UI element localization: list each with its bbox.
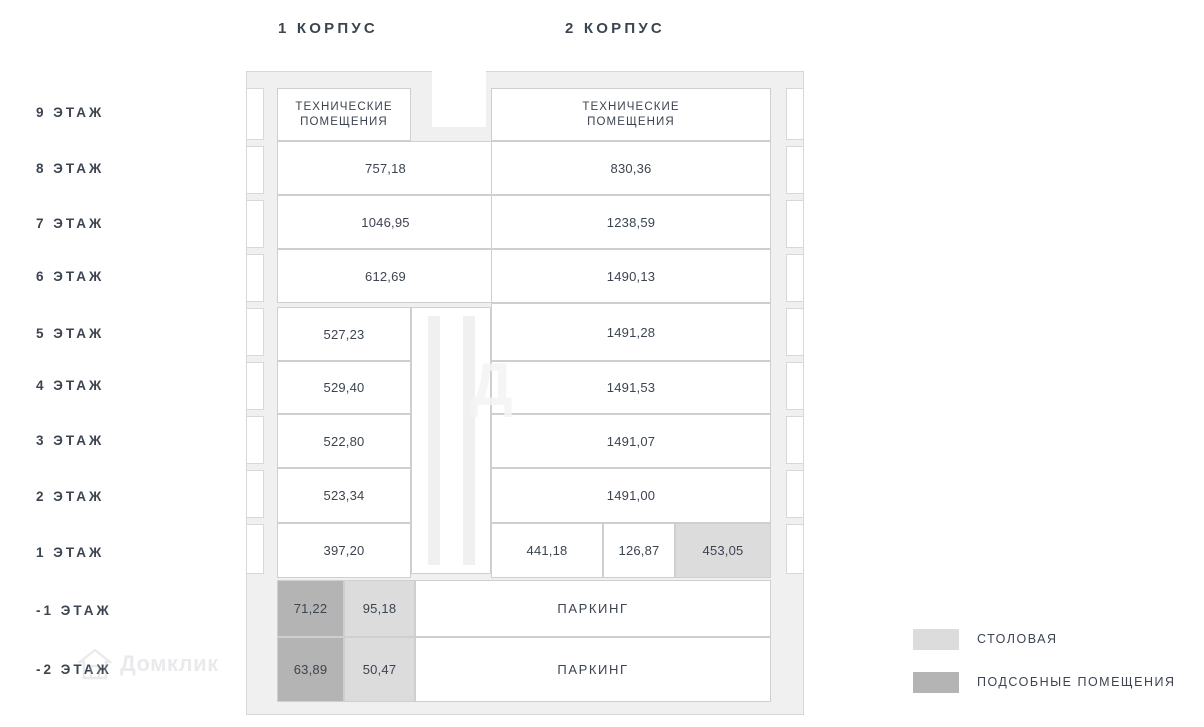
korpus2-floor1-cell-1[interactable]: 441,18 [491, 523, 603, 578]
column-strip [786, 254, 804, 302]
korpus2-tech-cell[interactable]: ТЕХНИЧЕСКИЕ ПОМЕЩЕНИЯ [491, 88, 771, 141]
column-strip [246, 146, 264, 194]
shaft-wall [463, 316, 475, 565]
floor-label-3: 3 ЭТАЖ [36, 433, 105, 448]
korpus1-tech-cell[interactable]: ТЕХНИЧЕСКИЕ ПОМЕЩЕНИЯ [277, 88, 411, 141]
korpus2-floor7-cell[interactable]: 1238,59 [491, 195, 771, 249]
floor-label-2: 2 ЭТАЖ [36, 489, 105, 504]
korpus1-floor8-cell[interactable]: 757,18 [277, 141, 494, 195]
column-strip [786, 362, 804, 410]
legend-label-utility: ПОДСОБНЫЕ ПОМЕЩЕНИЯ [977, 675, 1176, 689]
floor-label-5: 5 ЭТАЖ [36, 326, 105, 341]
legend [913, 628, 1176, 714]
korpus1-floor7-cell[interactable]: 1046,95 [277, 195, 494, 249]
korpus1-floor4-cell[interactable]: 529,40 [277, 361, 411, 414]
basement2-parking-cell[interactable]: ПАРКИНГ [415, 637, 771, 702]
floor-label-minus1: -1 ЭТАЖ [36, 603, 112, 618]
column-strip [246, 416, 264, 464]
legend-row-utility [913, 671, 1176, 693]
legend-row-dining [913, 628, 1176, 650]
korpus1-floor2-cell[interactable]: 523,34 [277, 468, 411, 523]
central-shaft [411, 307, 491, 574]
floor-label-minus2: -2 ЭТАЖ [36, 662, 112, 677]
basement2-utility-cell[interactable]: 63,89 [277, 637, 344, 702]
column-strip [786, 146, 804, 194]
korpus2-floor4-cell[interactable]: 1491,53 [491, 361, 771, 414]
korpus1-floor6-cell[interactable]: 612,69 [277, 249, 494, 303]
column-strip [246, 362, 264, 410]
column-strip [786, 470, 804, 518]
legend-swatch-utility-icon [913, 672, 959, 693]
legend-label-dining: СТОЛОВАЯ [977, 632, 1058, 646]
column-strip [246, 200, 264, 248]
column-strip [246, 524, 264, 574]
floor-label-8: 8 ЭТАЖ [36, 161, 105, 176]
korpus2-floor1-cell-dining[interactable]: 453,05 [675, 523, 771, 578]
basement1-parking-cell[interactable]: ПАРКИНГ [415, 580, 771, 637]
korpus2-floor6-cell[interactable]: 1490,13 [491, 249, 771, 303]
korpus2-floor8-cell[interactable]: 830,36 [491, 141, 771, 195]
floor-label-7: 7 ЭТАЖ [36, 216, 105, 231]
korpus2-floor2-cell[interactable]: 1491,00 [491, 468, 771, 523]
floor-label-9: 9 ЭТАЖ [36, 105, 105, 120]
column-strip [786, 200, 804, 248]
roof-notch [432, 71, 486, 127]
shaft-wall [428, 316, 440, 565]
column-strip [786, 416, 804, 464]
column-strip [786, 88, 804, 140]
watermark-center-letter: Д [470, 351, 513, 418]
korpus1-floor1-cell[interactable]: 397,20 [277, 523, 411, 578]
korpus2-floor5-cell[interactable]: 1491,28 [491, 303, 771, 361]
floor-label-4: 4 ЭТАЖ [36, 378, 105, 393]
korpus1-floor5-cell[interactable]: 527,23 [277, 307, 411, 361]
basement1-dining-cell[interactable]: 95,18 [344, 580, 415, 637]
column-strip [786, 308, 804, 356]
column-strip [246, 254, 264, 302]
floor-label-6: 6 ЭТАЖ [36, 269, 105, 284]
korpus-1-title: 1 КОРПУС [278, 20, 378, 37]
column-strip [246, 470, 264, 518]
korpus1-floor3-cell[interactable]: 522,80 [277, 414, 411, 468]
column-strip [786, 524, 804, 574]
legend-swatch-dining-icon [913, 629, 959, 650]
basement2-dining-cell[interactable]: 50,47 [344, 637, 415, 702]
korpus-2-title: 2 КОРПУС [565, 20, 665, 37]
column-strip [246, 88, 264, 140]
korpus2-floor3-cell[interactable]: 1491,07 [491, 414, 771, 468]
column-strip [246, 308, 264, 356]
korpus2-floor1-cell-2[interactable]: 126,87 [603, 523, 675, 578]
watermark-text: Домклик [120, 651, 219, 676]
floor-label-1: 1 ЭТАЖ [36, 545, 105, 560]
basement1-utility-cell[interactable]: 71,22 [277, 580, 344, 637]
